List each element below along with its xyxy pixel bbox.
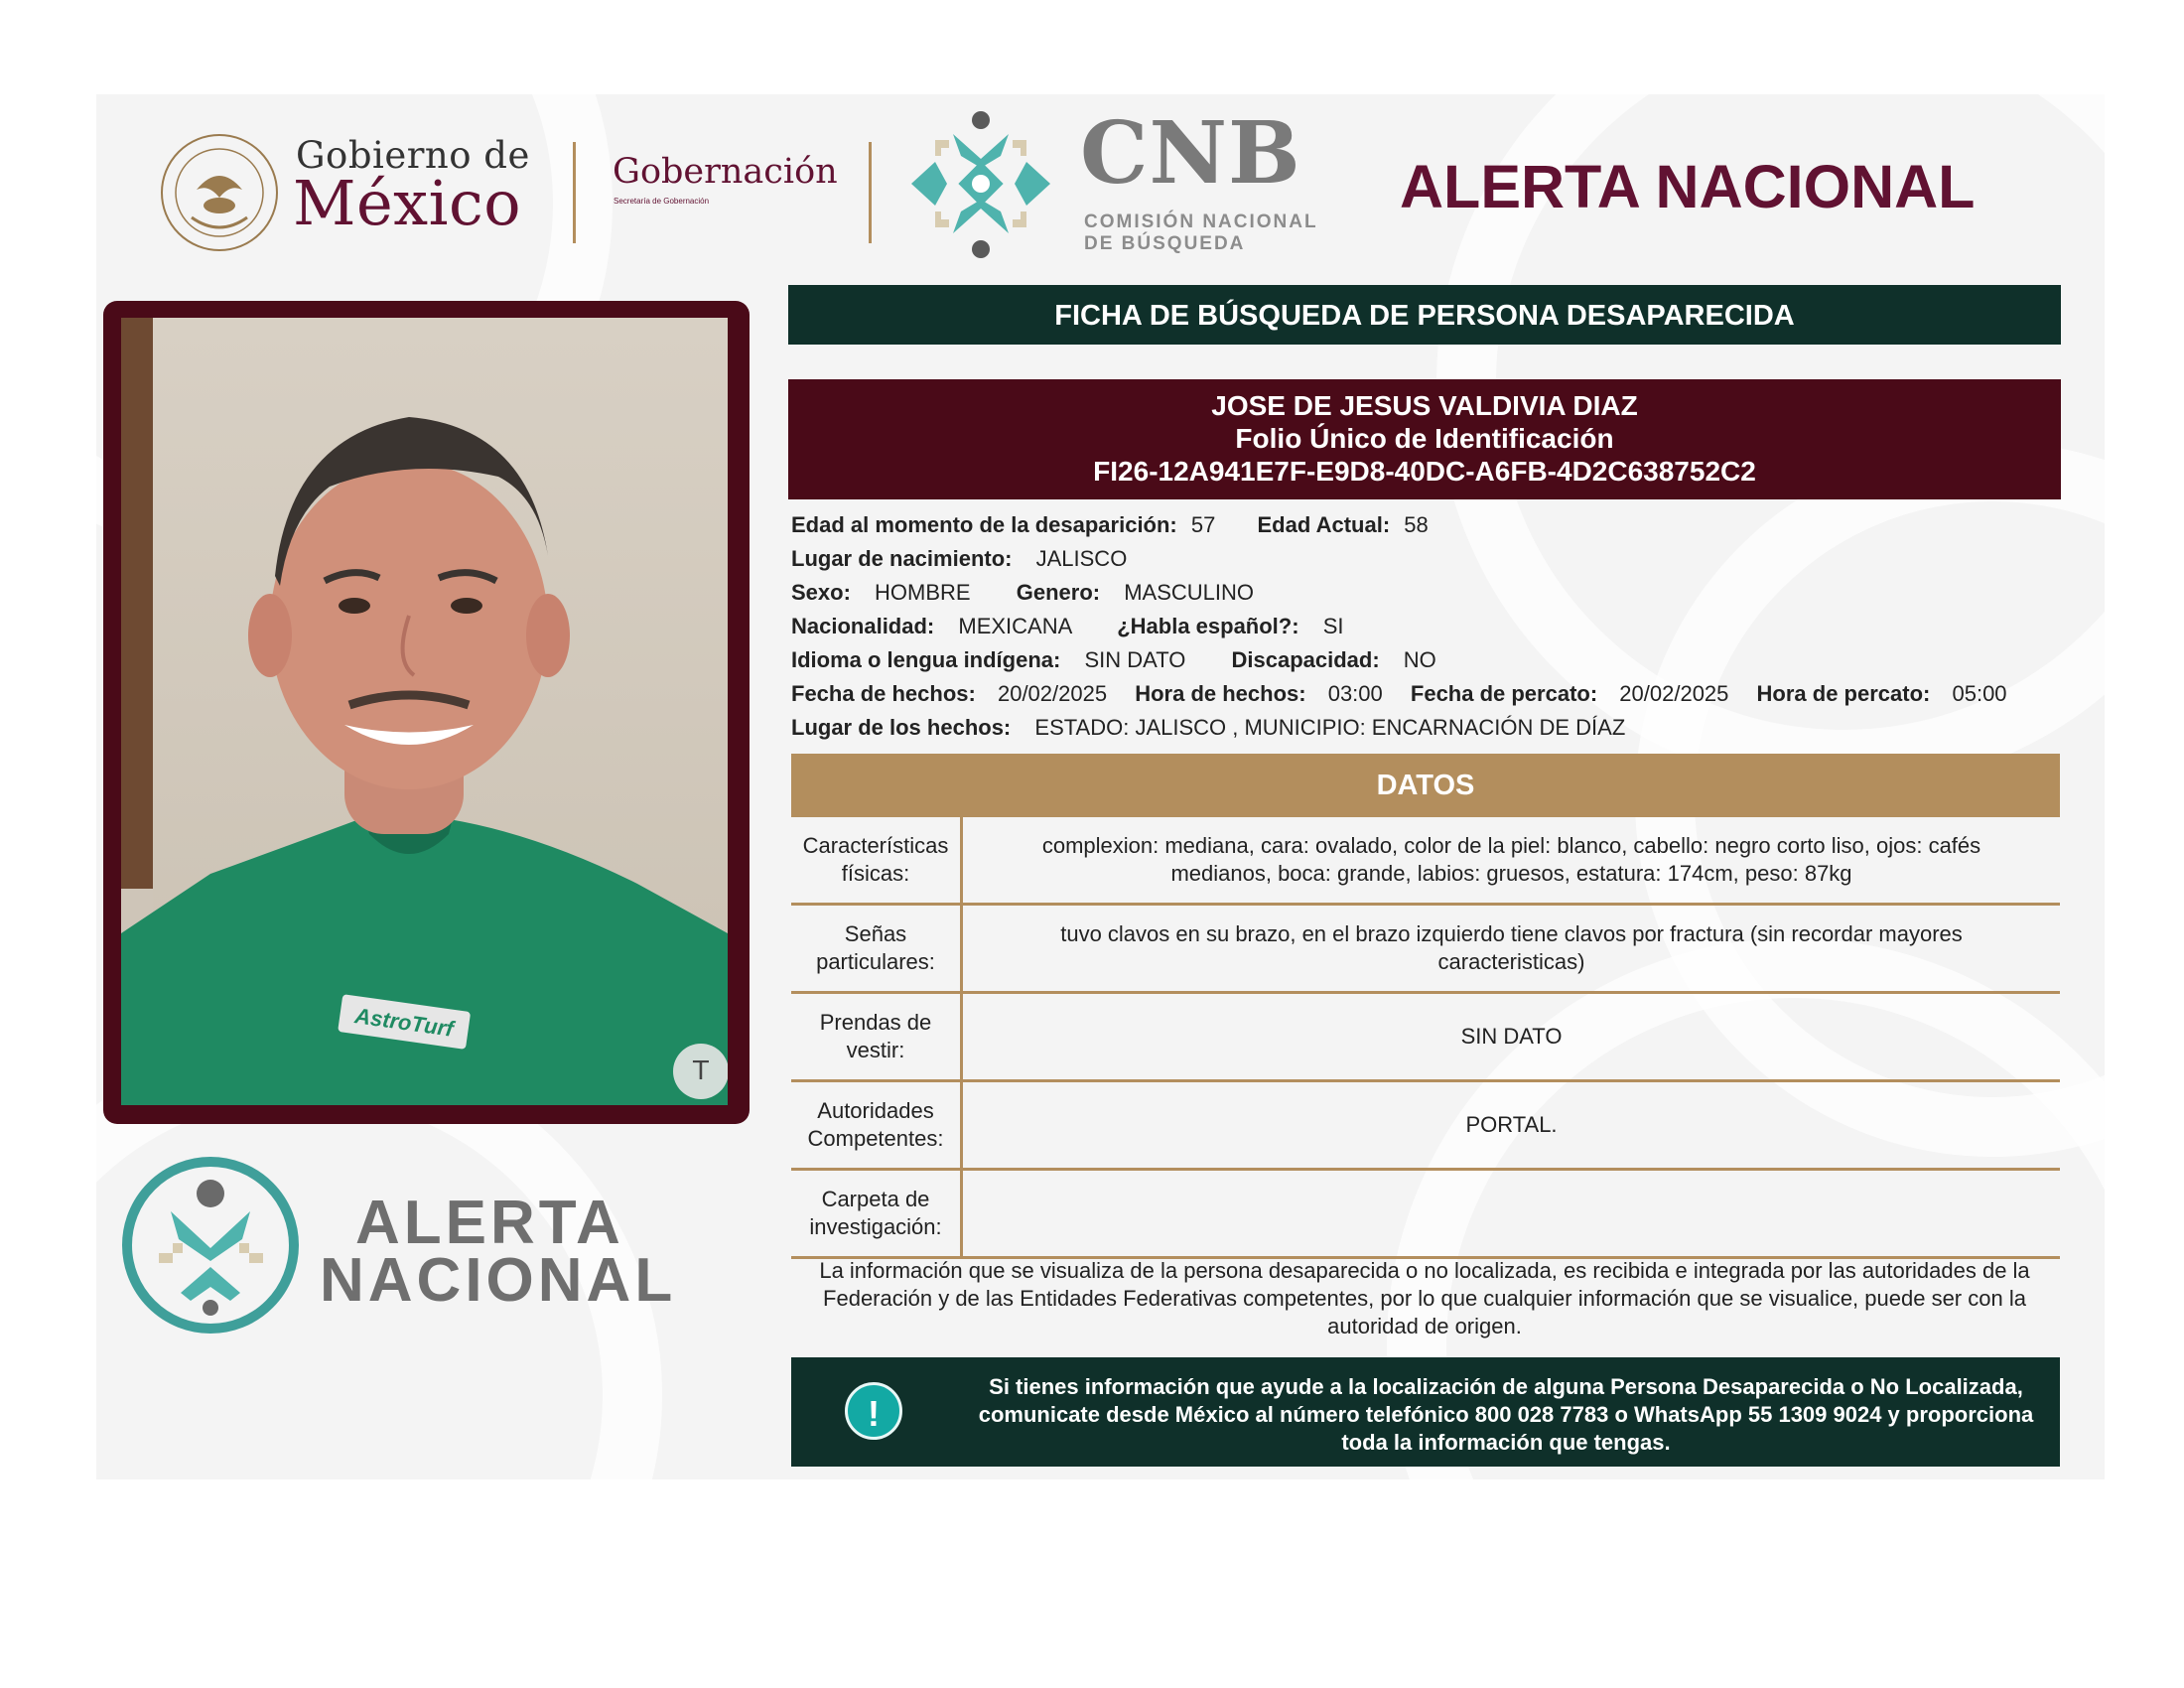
fecha-percato-label: Fecha de percato: xyxy=(1410,681,1598,706)
discapacidad-label: Discapacidad: xyxy=(1231,647,1380,672)
mexico-seal-icon xyxy=(159,132,280,253)
datos-label: Carpeta de investigación: xyxy=(791,1171,963,1256)
info-row-sexo xyxy=(791,578,1254,608)
person-header xyxy=(788,379,2061,499)
hora-hechos-label: Hora de hechos: xyxy=(1135,681,1306,706)
ficha-title-bar: FICHA DE BÚSQUEDA DE PERSONA DESAPARECIDA xyxy=(788,285,2061,345)
datos-value: PORTAL. xyxy=(1465,1112,1558,1137)
info-row-lugar-hechos xyxy=(791,713,1625,743)
fecha-hechos-value: 20/02/2025 xyxy=(997,681,1108,706)
lugar-nacimiento-label: Lugar de nacimiento: xyxy=(791,546,1013,571)
cnb-subtitle-line1: COMISIÓN NACIONAL xyxy=(1084,211,1318,232)
datos-value: tuvo clavos en su brazo, en el brazo izquierdo tiene clavos por fractura (sin recordar mayores caracteristicas) xyxy=(1060,921,1963,974)
alerta-logo-text-line2: NACIONAL xyxy=(320,1246,677,1315)
person-photo-figure xyxy=(121,318,728,1105)
datos-row-senas xyxy=(791,906,2060,994)
cnb-logo-icon xyxy=(901,104,1060,263)
datos-row-caracteristicas xyxy=(791,817,2060,906)
folio-value: FI26-12A941E7F-E9D8-40DC-A6FB-4D2C638752C2 xyxy=(1093,456,1756,487)
edad-desaparicion-label: Edad al momento de la desaparición: xyxy=(791,512,1177,537)
text-recognition-icon: T xyxy=(673,1044,728,1099)
lugar-hechos-value: ESTADO: JALISCO , MUNICIPIO: ENCARNACIÓN DE DÍAZ xyxy=(1034,715,1626,740)
disclaimer-text: La información que se visualiza de la persona desaparecida o no localizada, es recibida e integrada por las autoridades de la Federación y de las Entidades Federativas competentes, por lo que cualquier información que se visualice, puede ser con la autoridad de origen. xyxy=(819,1258,2030,1338)
info-row-nacionalidad xyxy=(791,612,1343,641)
info-row-idioma xyxy=(791,645,1436,675)
shirt-logo-text: AstroTurf xyxy=(352,1003,456,1042)
fecha-percato-value: 20/02/2025 xyxy=(1619,681,1729,706)
lugar-nacimiento-value: JALISCO xyxy=(1035,546,1128,571)
person-photo xyxy=(121,318,728,1105)
gobernacion-text: Gobernación xyxy=(613,152,838,192)
datos-label: Autoridades Competentes: xyxy=(791,1082,963,1168)
genero-value: MASCULINO xyxy=(1124,580,1255,605)
datos-value: complexion: mediana, cara: ovalado, color de la piel: blanco, cabello: negro corto liso, ojos: cafés medianos, boca: grande, labios: gruesos, estatura: 174cm, peso: 87kg xyxy=(1041,833,1981,886)
fecha-hechos-label: Fecha de hechos: xyxy=(791,681,976,706)
alerta-nacional-logo-icon xyxy=(119,1154,303,1337)
hora-hechos-value: 03:00 xyxy=(1327,681,1383,706)
photo-frame xyxy=(103,301,750,1124)
info-row-fechas xyxy=(791,679,2007,709)
info-row-edad xyxy=(791,510,1429,540)
nacionalidad-label: Nacionalidad: xyxy=(791,614,935,638)
genero-label: Genero: xyxy=(1016,580,1101,605)
hora-percato-label: Hora de percato: xyxy=(1756,681,1931,706)
edad-actual-label: Edad Actual: xyxy=(1257,512,1391,537)
contact-bar xyxy=(791,1357,2060,1467)
header-divider xyxy=(573,142,576,243)
habla-espanol-label: ¿Habla español?: xyxy=(1117,614,1299,638)
header-divider xyxy=(869,142,872,243)
datos-label: Prendas de vestir: xyxy=(791,994,963,1079)
datos-title-bar: DATOS xyxy=(791,754,2060,817)
gobernacion-subtitle: Secretaría de Gobernación xyxy=(614,197,710,206)
discapacidad-value: NO xyxy=(1403,647,1436,672)
datos-row-carpeta xyxy=(791,1171,2060,1259)
edad-actual-value: 58 xyxy=(1404,512,1429,537)
edad-desaparicion-value: 57 xyxy=(1190,512,1216,537)
mexico-text: México xyxy=(293,167,522,239)
sexo-label: Sexo: xyxy=(791,580,851,605)
alerta-logo-text-line1: ALERTA xyxy=(355,1189,624,1257)
datos-row-autoridades xyxy=(791,1082,2060,1171)
nacionalidad-value: MEXICANA xyxy=(958,614,1072,638)
idioma-value: SIN DATO xyxy=(1084,647,1186,672)
folio-label: Folio Único de Identificación xyxy=(1235,423,1614,454)
person-name: JOSE DE JESUS VALDIVIA DIAZ xyxy=(1211,390,1638,421)
cnb-subtitle-line2: DE BÚSQUEDA xyxy=(1084,233,1246,254)
gobierno-de-text: Gobierno de xyxy=(296,134,530,177)
datos-label: Características físicas: xyxy=(791,817,963,903)
datos-table xyxy=(791,817,2060,1259)
datos-value xyxy=(963,1171,2060,1256)
info-row-nacimiento xyxy=(791,544,1127,574)
exclamation-icon: ! xyxy=(845,1382,902,1440)
habla-espanol-value: SI xyxy=(1322,614,1344,638)
cnb-wordmark: CNB xyxy=(1080,103,1301,204)
datos-value: SIN DATO xyxy=(1460,1024,1563,1049)
datos-label: Señas particulares: xyxy=(791,906,963,991)
contact-text: Si tienes información que ayude a la localización de alguna Persona Desaparecida o No Localizada, comunicate desde México al número telefónico 800 028 7783 o WhatsApp 55 1309 9024 y proporciona toda la información que tengas. xyxy=(978,1374,2034,1455)
sexo-value: HOMBRE xyxy=(875,580,971,605)
alerta-nacional-title: ALERTA NACIONAL xyxy=(1400,153,1976,220)
lugar-hechos-label: Lugar de los hechos: xyxy=(791,715,1012,740)
idioma-label: Idioma o lengua indígena: xyxy=(791,647,1061,672)
datos-row-prendas xyxy=(791,994,2060,1082)
hora-percato-value: 05:00 xyxy=(1952,681,2007,706)
